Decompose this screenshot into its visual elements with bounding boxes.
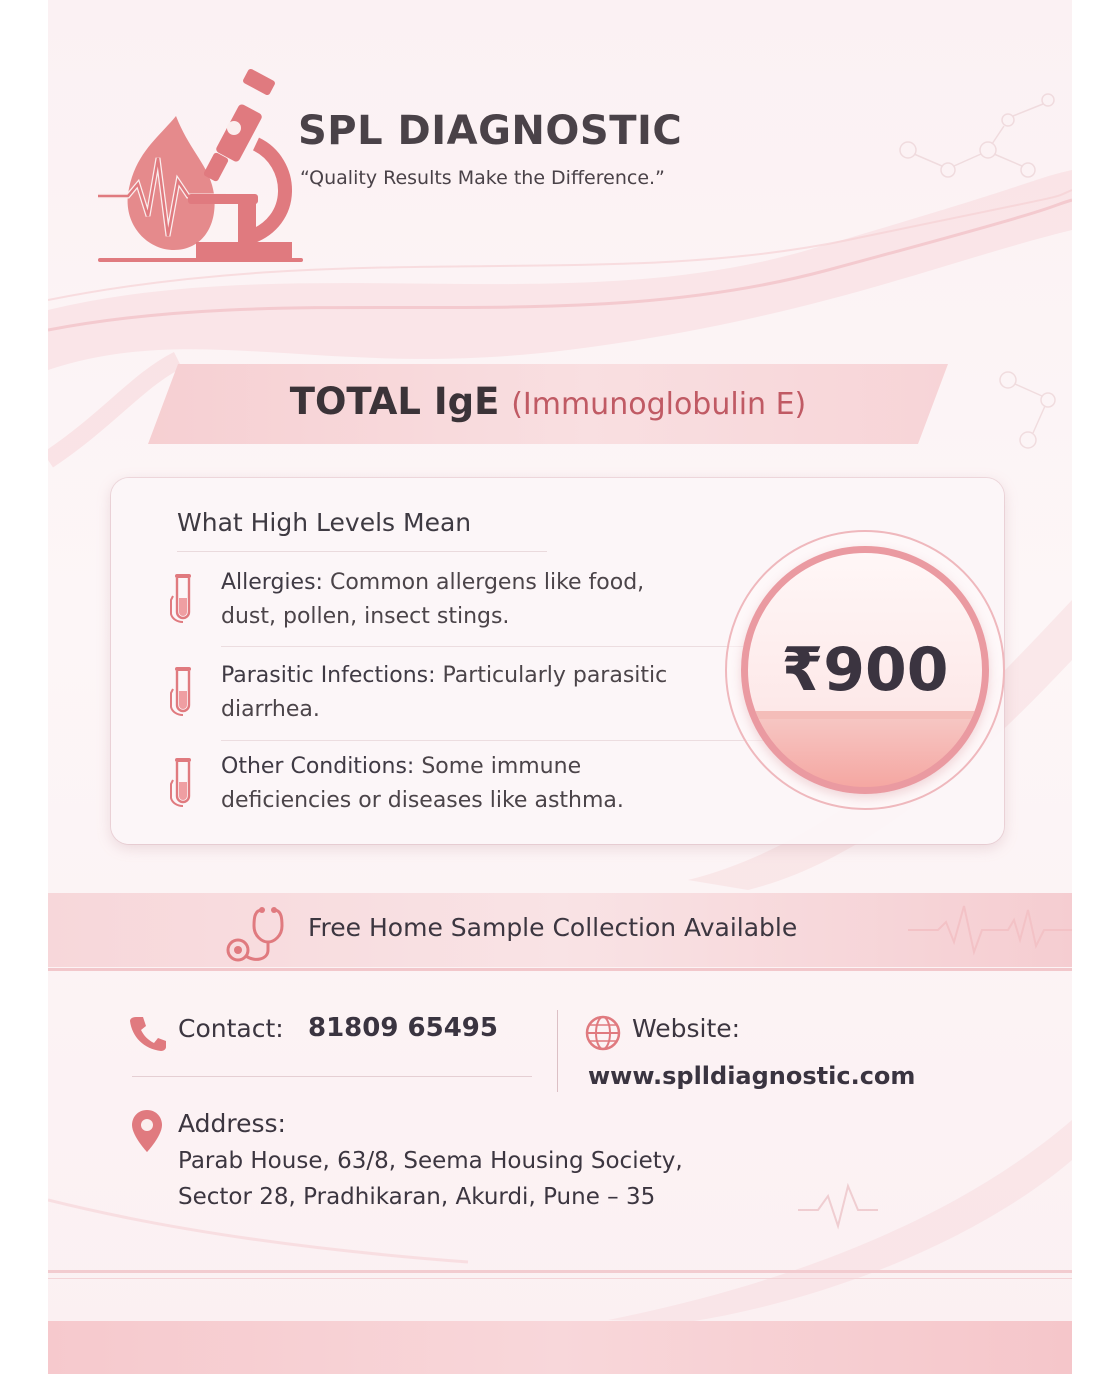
condition-divider <box>221 646 781 647</box>
price-badge <box>725 530 1005 810</box>
card-heading: What High Levels Mean <box>177 508 472 537</box>
globe-icon <box>584 1014 622 1052</box>
website-label: Website: <box>632 1014 741 1043</box>
condition-item <box>167 566 687 636</box>
condition-item <box>167 750 687 820</box>
vertical-divider <box>557 1010 558 1092</box>
condition-label: Other Conditions: <box>221 754 415 779</box>
footer-divider <box>48 1270 1072 1273</box>
phone-icon <box>128 1013 166 1051</box>
test-tube-icon <box>167 756 199 808</box>
condition-text <box>221 750 691 818</box>
stethoscope-icon <box>224 906 290 964</box>
condition-description: Particularly parasitic diarrhea. <box>221 663 668 722</box>
condition-divider <box>221 740 781 741</box>
condition-description: Common allergens like food, dust, pollen, insect stings. <box>221 570 645 629</box>
microscope-logo-icon <box>98 66 308 266</box>
condition-text <box>221 566 691 634</box>
flyer-page <box>48 0 1072 1374</box>
address-label: Address: <box>178 1109 286 1138</box>
test-tube-icon <box>167 572 199 624</box>
contact-label: Contact: <box>178 1014 284 1043</box>
test-full-name: (Immunoglobulin E) <box>511 387 807 422</box>
test-name: TOTAL IgE <box>289 380 500 423</box>
condition-label: Parasitic Infections: <box>221 663 436 688</box>
website-link[interactable]: www.splldiagnostic.com <box>588 1062 916 1090</box>
address-line: Sector 28, Pradhikaran, Akurdi, Pune – 35 <box>178 1184 656 1210</box>
address-line: Parab House, 63/8, Seema Housing Society, <box>178 1148 683 1174</box>
home-collection-text: Free Home Sample Collection Available <box>308 913 798 942</box>
contact-divider <box>132 1076 532 1077</box>
price-band <box>748 711 982 719</box>
price-value: ₹900 <box>781 635 949 705</box>
price-circle <box>741 546 989 794</box>
strip-divider <box>48 968 1072 971</box>
ecg-line-decoration <box>908 900 1072 960</box>
brand-tagline: “Quality Results Make the Difference.” <box>300 167 665 189</box>
condition-description: Some immune deficiencies or diseases like asthma. <box>221 754 624 813</box>
test-tube-icon <box>167 665 199 717</box>
location-pin-icon <box>130 1108 164 1154</box>
condition-item <box>167 659 687 729</box>
brand-name: SPL DIAGNOSTIC <box>298 108 683 154</box>
condition-label: Allergies: <box>221 570 323 595</box>
footer-divider <box>48 1278 1072 1279</box>
heading-divider <box>177 551 547 552</box>
condition-text <box>221 659 691 727</box>
footer-bar <box>48 1321 1072 1374</box>
contact-number[interactable]: 81809 65495 <box>308 1013 498 1043</box>
test-title <box>48 380 1048 423</box>
